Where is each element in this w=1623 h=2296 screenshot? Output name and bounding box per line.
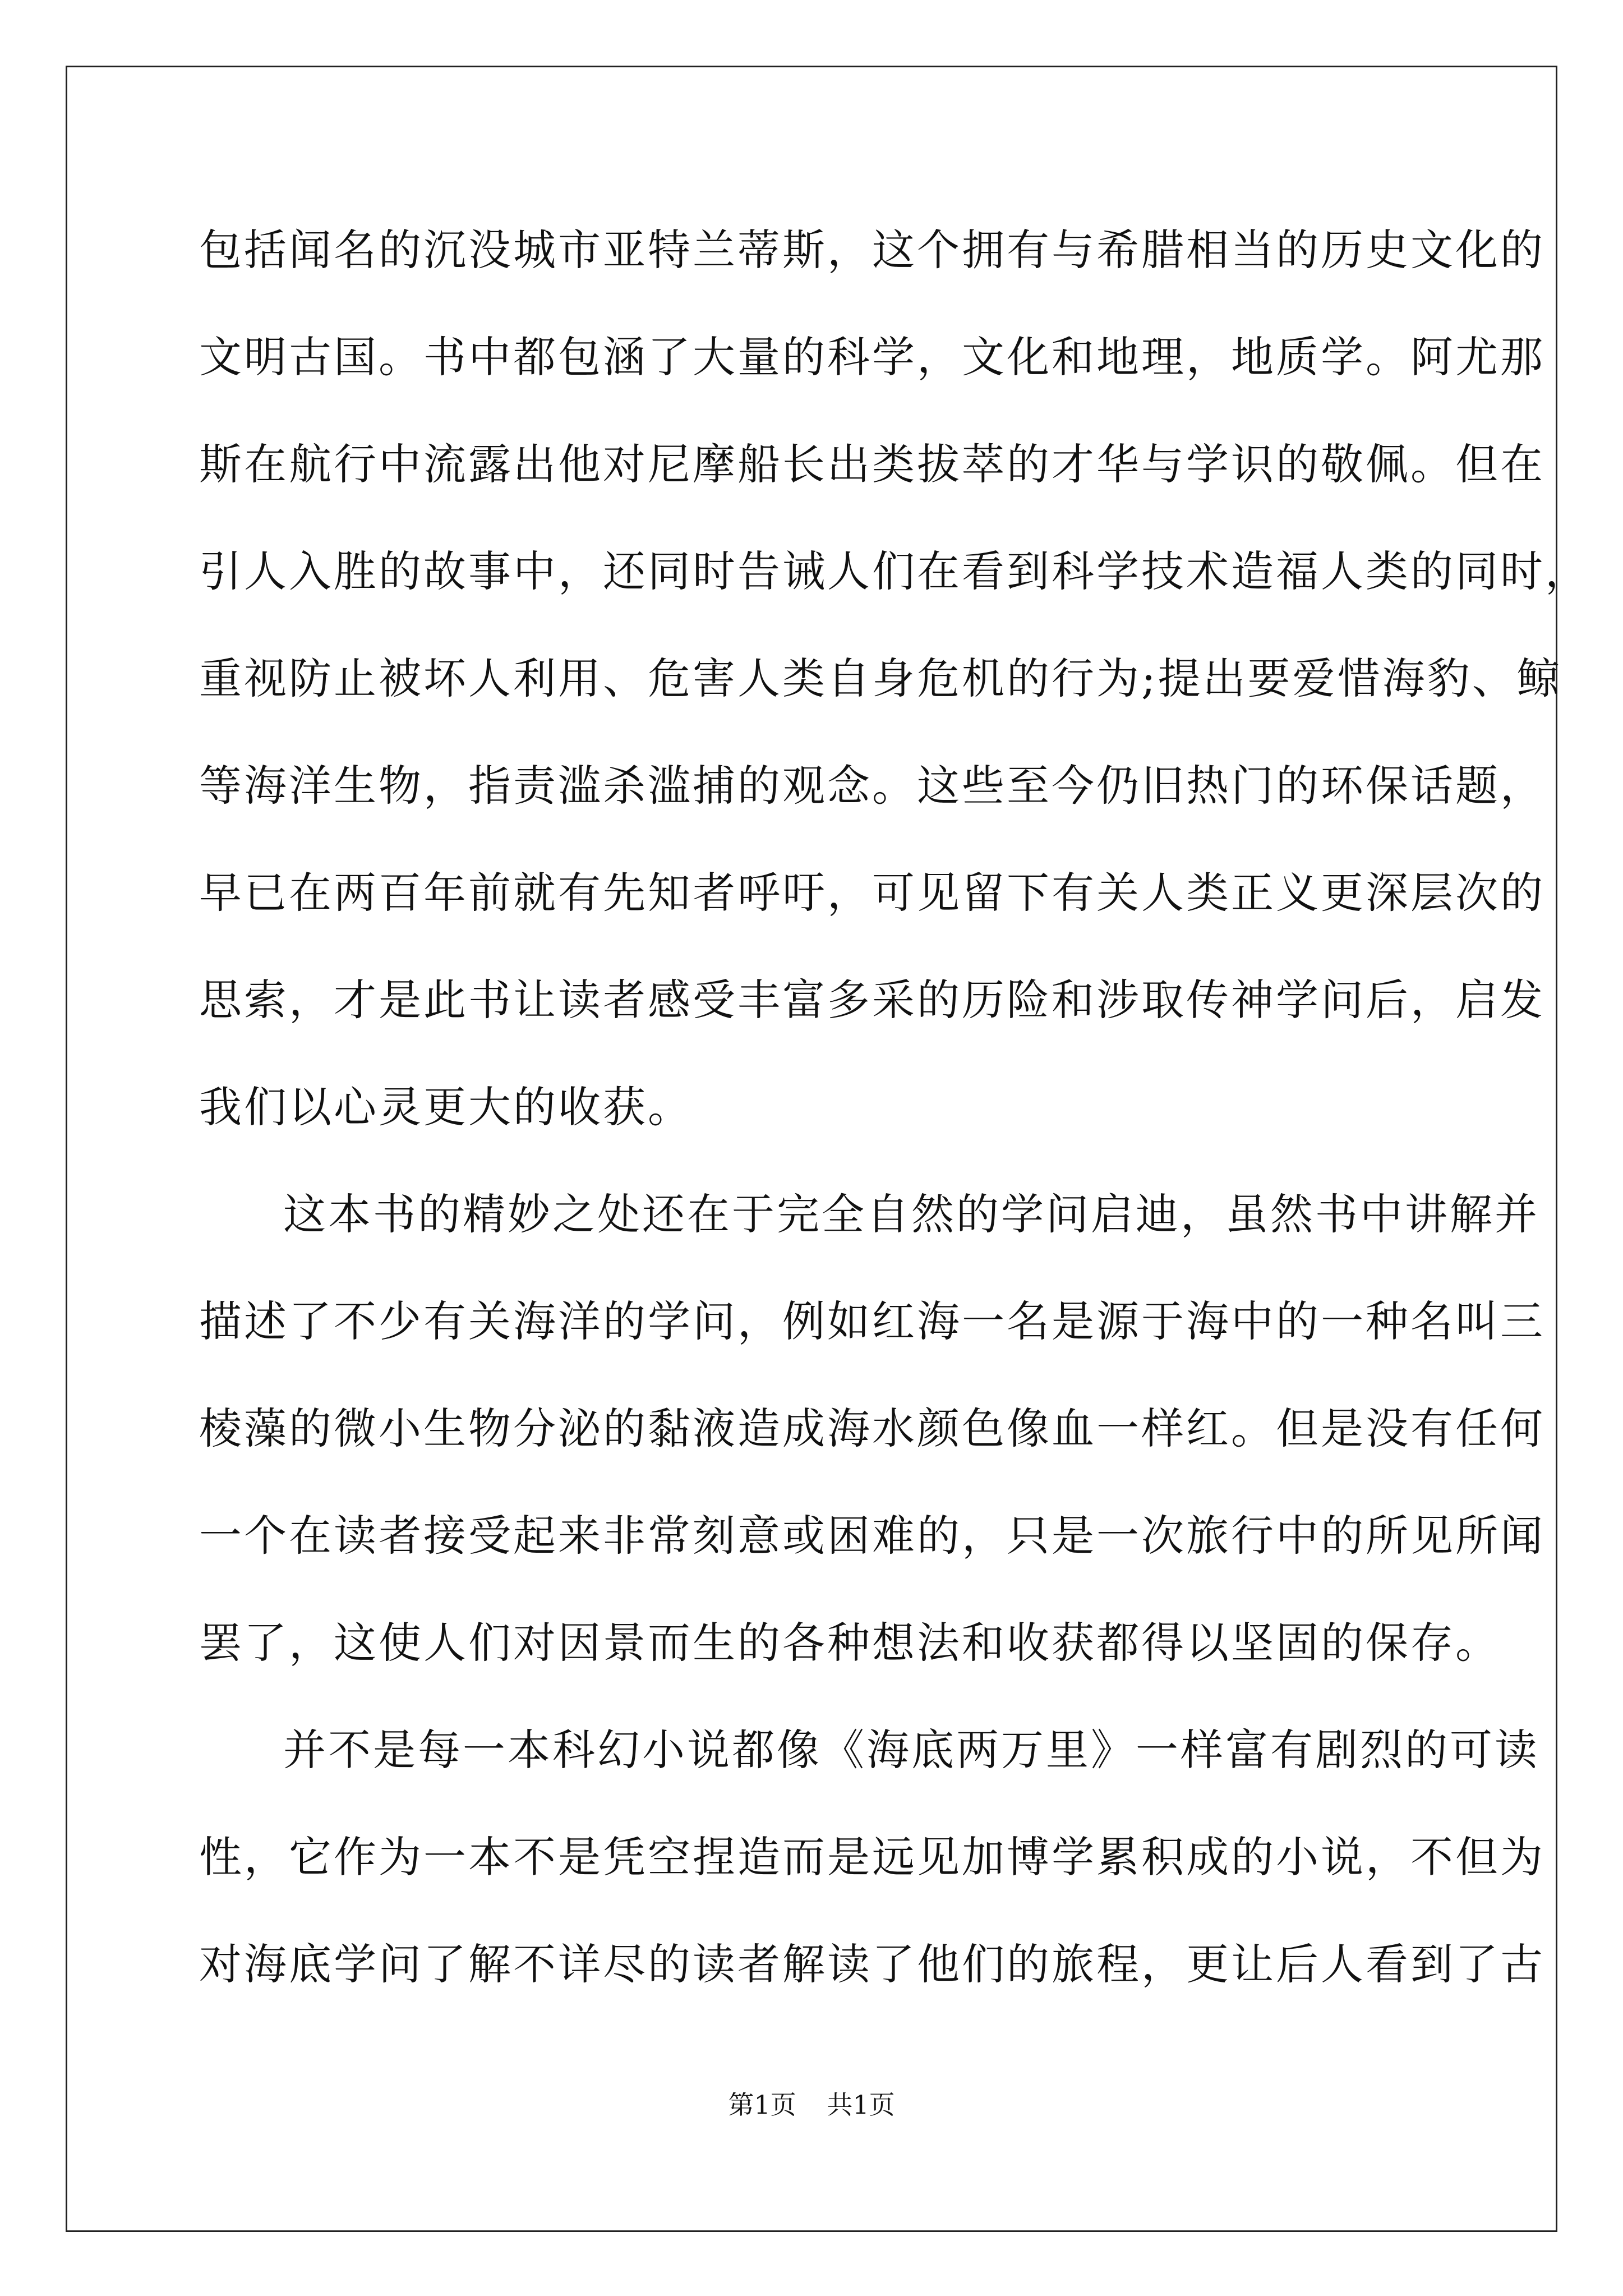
- text-line: 思索，才是此书让读者感受丰富多采的历险和涉取传神学问后，启发: [199, 975, 1545, 1025]
- text-line: 文明古国。书中都包涵了大量的科学，文化和地理，地质学。阿尤那: [199, 332, 1545, 382]
- page-number: 第1页: [728, 2090, 796, 2120]
- text-line: 重视防止被坏人利用、危害人类自身危机的行为;提出要爱惜海豹、鲸: [199, 654, 1562, 703]
- text-line: 描述了不少有关海洋的学问，例如红海一名是源于海中的一种名叫三: [199, 1296, 1545, 1346]
- page-footer: [0, 2088, 1623, 2122]
- text-line: 等海洋生物，指责滥杀滥捕的观念。这些至今仍旧热门的环保话题，: [199, 761, 1545, 811]
- text-line: 对海底学问了解不详尽的读者解读了他们的旅程，更让后人看到了古: [199, 1939, 1545, 1989]
- text-line: 一个在读者接受起来非常刻意或困难的，只是一次旅行中的所见所闻: [199, 1511, 1545, 1561]
- text-line: 棱藻的微小生物分泌的黏液造成海水颜色像血一样红。但是没有任何: [199, 1404, 1545, 1453]
- text-line: 斯在航行中流露出他对尼摩船长出类拔萃的才华与学识的敬佩。但在: [199, 439, 1545, 489]
- text-line: 我们以心灵更大的收获。: [199, 1082, 693, 1132]
- page-total: 共1页: [827, 2090, 895, 2120]
- text-line: 包括闻名的沉没城市亚特兰蒂斯，这个拥有与希腊相当的历史文化的: [199, 225, 1545, 275]
- text-line: 早已在两百年前就有先知者呼吁，可见留下有关人类正义更深层次的: [199, 868, 1545, 918]
- document-body: [199, 196, 1590, 2018]
- text-line: 引人入胜的故事中，还同时告诫人们在看到科学技术造福人类的同时，: [199, 546, 1590, 596]
- paragraph-first-line: 并不是每一本科幻小说都像《海底两万里》一样富有剧烈的可读: [283, 1725, 1539, 1775]
- text-line: 罢了，这使人们对因景而生的各种想法和收获都得以坚固的保存。: [199, 1618, 1500, 1668]
- text-line: 性，它作为一本不是凭空捏造而是远见加博学累积成的小说，不但为: [199, 1832, 1545, 1882]
- paragraph-first-line: 这本书的精妙之处还在于完全自然的学问启迪，虽然书中讲解并: [283, 1189, 1539, 1239]
